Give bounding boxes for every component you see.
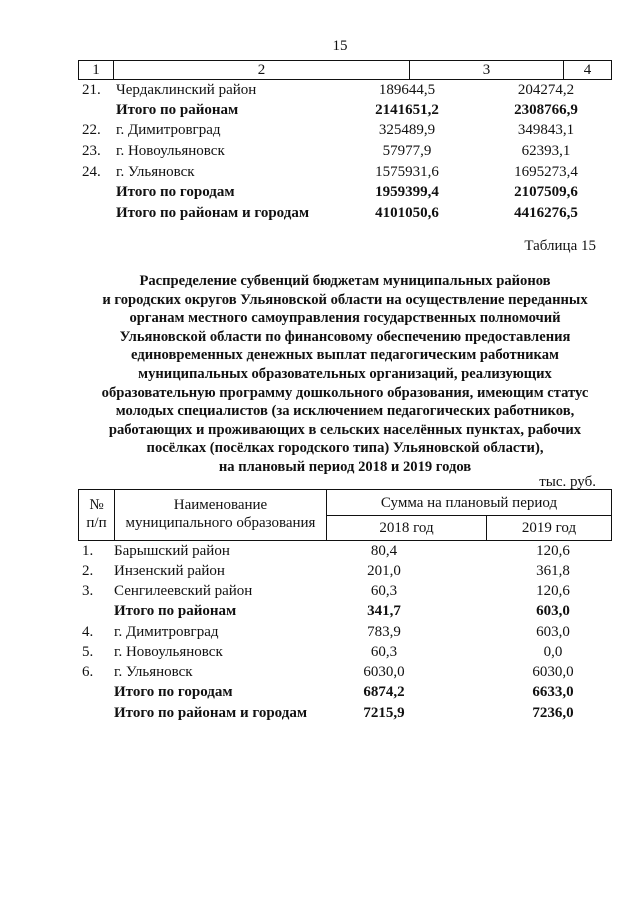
cell-name: Итого по городам	[116, 184, 235, 200]
cell-c4: 62393,1	[521, 143, 571, 159]
cell-y2018: 60,3	[370, 644, 398, 660]
cell-c4: 349843,1	[517, 122, 575, 138]
top-header-col-2: 2	[113, 61, 409, 79]
cell-c3: 57977,9	[382, 143, 432, 159]
cell-y2019: 120,6	[536, 583, 570, 599]
cell-name: Сенгилеевский район	[114, 583, 253, 599]
header-name: Наименование муниципального образования	[115, 490, 327, 540]
cell-c4: 1695273,4	[514, 164, 578, 180]
cell-num: 3.	[82, 583, 94, 599]
cell-y2019: 6633,0	[532, 684, 574, 700]
cell-c3: 2141651,2	[375, 102, 439, 118]
cell-y2018: 80,4	[370, 543, 398, 559]
unit-label: тыс. руб.	[539, 474, 596, 490]
cell-y2019: 361,8	[536, 563, 570, 579]
cell-name: г. Ульяновск	[116, 164, 195, 180]
cell-y2018: 783,9	[367, 624, 401, 640]
cell-name: Инзенский район	[114, 563, 225, 579]
cell-name: г. Димитровград	[116, 122, 221, 138]
cell-name: Чердаклинский район	[116, 82, 257, 98]
header-year-2018: 2018 год	[327, 516, 487, 540]
cell-y2018: 6030,0	[363, 664, 405, 680]
cell-y2019: 603,0	[536, 603, 570, 619]
page-number: 15	[332, 38, 348, 54]
cell-num: 1.	[82, 543, 94, 559]
cell-c4: 2308766,9	[514, 102, 578, 118]
cell-c3: 1575931,6	[375, 164, 439, 180]
main-table-header	[78, 489, 612, 541]
cell-name: Итого по районам и городам	[116, 205, 310, 221]
cell-c3: 1959399,4	[375, 184, 439, 200]
cell-num: 5.	[82, 644, 94, 660]
top-header-col-3: 3	[409, 61, 563, 79]
cell-num: 22.	[82, 122, 101, 138]
cell-y2018: 60,3	[370, 583, 398, 599]
cell-num: 21.	[82, 82, 101, 98]
cell-y2019: 7236,0	[532, 705, 574, 721]
cell-name: Барышский район	[114, 543, 230, 559]
table-label: Таблица 15	[524, 238, 596, 254]
cell-name: Итого по районам	[116, 102, 239, 118]
top-table-header	[78, 60, 612, 80]
header-sum: Сумма на плановый период	[327, 490, 611, 516]
top-header-col-1: 1	[92, 62, 100, 78]
cell-c4: 204274,2	[517, 82, 575, 98]
cell-num: 6.	[82, 664, 94, 680]
header-num: № п/п	[79, 490, 115, 540]
cell-name: г. Димитровград	[114, 624, 219, 640]
cell-name: г. Новоульяновск	[114, 644, 223, 660]
cell-y2019: 120,6	[536, 543, 570, 559]
cell-c4: 2107509,6	[514, 184, 578, 200]
cell-name: Итого по районам	[114, 603, 237, 619]
cell-name: г. Ульяновск	[114, 664, 193, 680]
cell-y2018: 6874,2	[363, 684, 405, 700]
table-title: Распределение субвенций бюджетам муниципальных районов и городских округов Ульяновской области на осуществление переданных органам местного самоуправления государственных полномочий Ульяновской области по финансовому обеспечению предоставления единовременных денежных выплат педагогическим работникам муниципальных образовательных организаций, реализующих образовательную программу дошкольного образования, имеющим статус молодых специалистов (за исключением педагогических работников, работающих и проживающих в сельских населённых пунктах, рабочих посёлках (посёлках городского типа) Ульяновской области), на плановый период 2018 и 2019 годов	[101, 273, 589, 475]
cell-y2018: 7215,9	[363, 705, 405, 721]
cell-num: 24.	[82, 164, 101, 180]
cell-num: 4.	[82, 624, 94, 640]
cell-c4: 4416276,5	[514, 205, 578, 221]
cell-y2019: 0,0	[543, 644, 563, 660]
cell-y2018: 341,7	[367, 603, 401, 619]
cell-y2018: 201,0	[367, 563, 401, 579]
cell-num: 2.	[82, 563, 94, 579]
cell-c3: 189644,5	[378, 82, 436, 98]
cell-num: 23.	[82, 143, 101, 159]
top-header-col-4: 4	[563, 61, 611, 79]
cell-y2019: 6030,0	[532, 664, 574, 680]
cell-name: Итого по районам и городам	[114, 705, 308, 721]
cell-name: г. Новоульяновск	[116, 143, 225, 159]
cell-c3: 4101050,6	[375, 205, 439, 221]
cell-y2019: 603,0	[536, 624, 570, 640]
cell-c3: 325489,9	[378, 122, 436, 138]
cell-name: Итого по городам	[114, 684, 233, 700]
header-year-2019: 2019 год	[521, 520, 577, 536]
